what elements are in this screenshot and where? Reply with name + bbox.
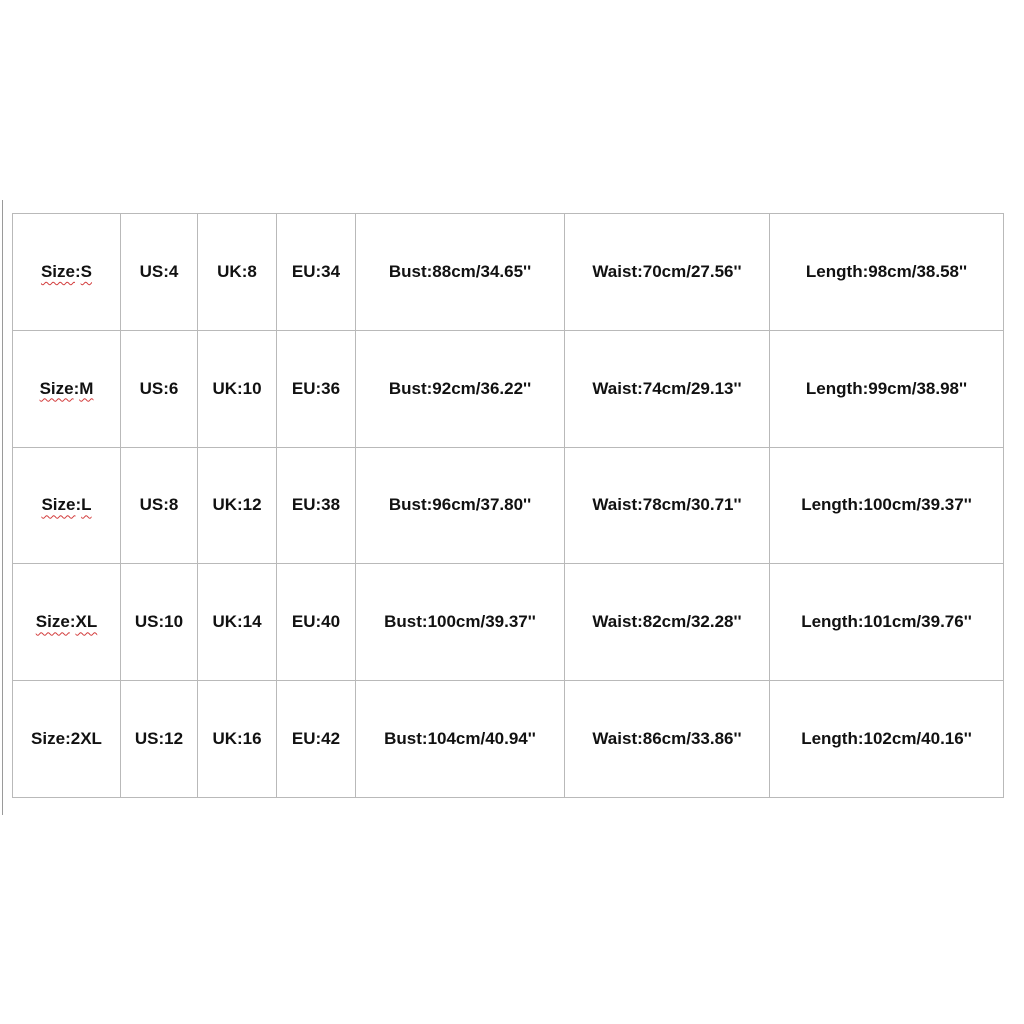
eu-size-cell: EU:42 bbox=[277, 681, 356, 798]
bust-cell: Bust:96cm/37.80'' bbox=[356, 447, 565, 564]
waist-cell: Waist:78cm/30.71'' bbox=[565, 447, 770, 564]
eu-size-cell: EU:34 bbox=[277, 214, 356, 331]
eu-size-cell: EU:40 bbox=[277, 564, 356, 681]
bust-cell: Bust:104cm/40.94'' bbox=[356, 681, 565, 798]
length-cell: Length:102cm/40.16'' bbox=[770, 681, 1004, 798]
size-cell: Size:L bbox=[13, 447, 121, 564]
uk-size-cell: UK:12 bbox=[198, 447, 277, 564]
uk-size-cell: UK:16 bbox=[198, 681, 277, 798]
length-cell: Length:98cm/38.58'' bbox=[770, 214, 1004, 331]
table-row bbox=[13, 214, 1004, 331]
table-row bbox=[13, 564, 1004, 681]
size-word: Size bbox=[40, 261, 75, 281]
size-word: Size bbox=[31, 729, 66, 749]
size-value: S bbox=[80, 261, 93, 281]
us-size-cell: US:6 bbox=[121, 330, 198, 447]
size-value: M bbox=[79, 378, 94, 398]
us-size-cell: US:12 bbox=[121, 681, 198, 798]
uk-size-cell: UK:14 bbox=[198, 564, 277, 681]
size-cell: Size:2XL bbox=[13, 681, 121, 798]
eu-size-cell: EU:36 bbox=[277, 330, 356, 447]
waist-cell: Waist:86cm/33.86'' bbox=[565, 681, 770, 798]
table-row bbox=[13, 447, 1004, 564]
uk-size-cell: UK:10 bbox=[198, 330, 277, 447]
us-size-cell: US:4 bbox=[121, 214, 198, 331]
length-cell: Length:100cm/39.37'' bbox=[770, 447, 1004, 564]
size-chart-table bbox=[12, 213, 1004, 798]
size-word: Size bbox=[41, 495, 76, 515]
table-row bbox=[13, 681, 1004, 798]
uk-size-cell: UK:8 bbox=[198, 214, 277, 331]
size-value: 2XL bbox=[70, 729, 102, 749]
size-cell: Size:XL bbox=[13, 564, 121, 681]
bust-cell: Bust:92cm/36.22'' bbox=[356, 330, 565, 447]
length-cell: Length:99cm/38.98'' bbox=[770, 330, 1004, 447]
us-size-cell: US:8 bbox=[121, 447, 198, 564]
size-cell: Size:M bbox=[13, 330, 121, 447]
waist-cell: Waist:74cm/29.13'' bbox=[565, 330, 770, 447]
waist-cell: Waist:82cm/32.28'' bbox=[565, 564, 770, 681]
size-cell: Size:S bbox=[13, 214, 121, 331]
size-value: L bbox=[81, 495, 92, 515]
waist-cell: Waist:70cm/27.56'' bbox=[565, 214, 770, 331]
us-size-cell: US:10 bbox=[121, 564, 198, 681]
bust-cell: Bust:88cm/34.65'' bbox=[356, 214, 565, 331]
table-row bbox=[13, 330, 1004, 447]
left-border-line bbox=[2, 200, 3, 815]
size-word: Size bbox=[39, 378, 74, 398]
bust-cell: Bust:100cm/39.37'' bbox=[356, 564, 565, 681]
length-cell: Length:101cm/39.76'' bbox=[770, 564, 1004, 681]
size-word: Size bbox=[35, 612, 70, 632]
eu-size-cell: EU:38 bbox=[277, 447, 356, 564]
size-value: XL bbox=[75, 612, 98, 632]
